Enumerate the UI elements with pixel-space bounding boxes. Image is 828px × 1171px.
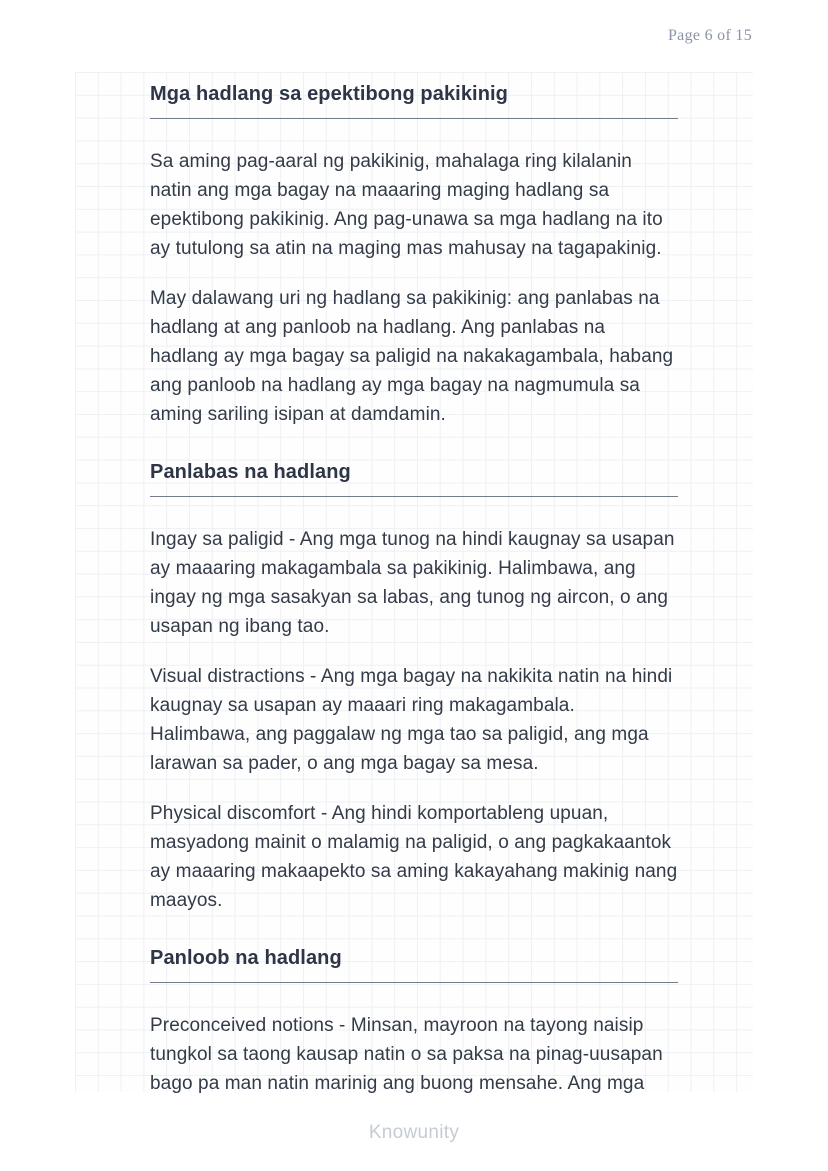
section-heading: Mga hadlang sa epektibong pakikinig — [150, 83, 509, 105]
page-number: Page 6 of 15 — [667, 27, 752, 44]
section-heading: Panloob na hadlang — [150, 947, 342, 969]
section-heading: Panlabas na hadlang — [150, 461, 351, 483]
heading-divider — [150, 496, 678, 497]
heading-divider — [150, 982, 678, 983]
footer-brand: Knowunity — [368, 1122, 460, 1143]
section-barriers-intro — [150, 81, 678, 429]
paragraph: Visual distractions - Ang mga bagay na nakikita natin na hindi kaugnay sa usapan ay maaari ring makagambala. Halimbawa, ang paggalaw ng mga tao sa paligid, ang mga larawan sa pader, o ang mga bagay sa mesa. — [150, 666, 673, 774]
grid-paper — [75, 72, 753, 1092]
document-content — [150, 81, 678, 1098]
section-external-barriers — [150, 459, 678, 915]
paragraph: Preconceived notions - Minsan, mayroon na tayong naisip tungkol sa taong kausap natin o sa paksa na pinag-uusapan bago pa man natin marinig ang buong mensahe. Ang mga — [150, 1015, 663, 1094]
section-internal-barriers — [150, 945, 678, 1098]
paragraph: Sa aming pag-aaral ng pakikinig, mahalaga ring kilalanin natin ang mga bagay na maaaring maging hadlang sa epektibong pakikinig. Ang pag-unawa sa mga hadlang na ito ay tutulong sa atin na maging mas mahusay na tagapakinig. — [150, 151, 663, 259]
paragraph: May dalawang uri ng hadlang sa pakikinig: ang panlabas na hadlang at ang panloob na hadlang. Ang panlabas na hadlang ay mga bagay sa paligid na nakakagambala, habang ang panloob na hadlang ay mga bagay na nagmumula sa aming sariling isipan at damdamin. — [150, 288, 674, 425]
paragraph: Ingay sa paligid - Ang mga tunog na hindi kaugnay sa usapan ay maaaring makagambala sa pakikinig. Halimbawa, ang ingay ng mga sasakyan sa labas, ang tunog ng aircon, o ang usapan ng ibang tao. — [150, 529, 675, 637]
paragraph: Physical discomfort - Ang hindi komportableng upuan, masyadong mainit o malamig na paligid, o ang pagkakaantok ay maaaring makaapekto sa aming kakayahang makinig nang maayos. — [150, 803, 678, 911]
heading-divider — [150, 118, 678, 119]
